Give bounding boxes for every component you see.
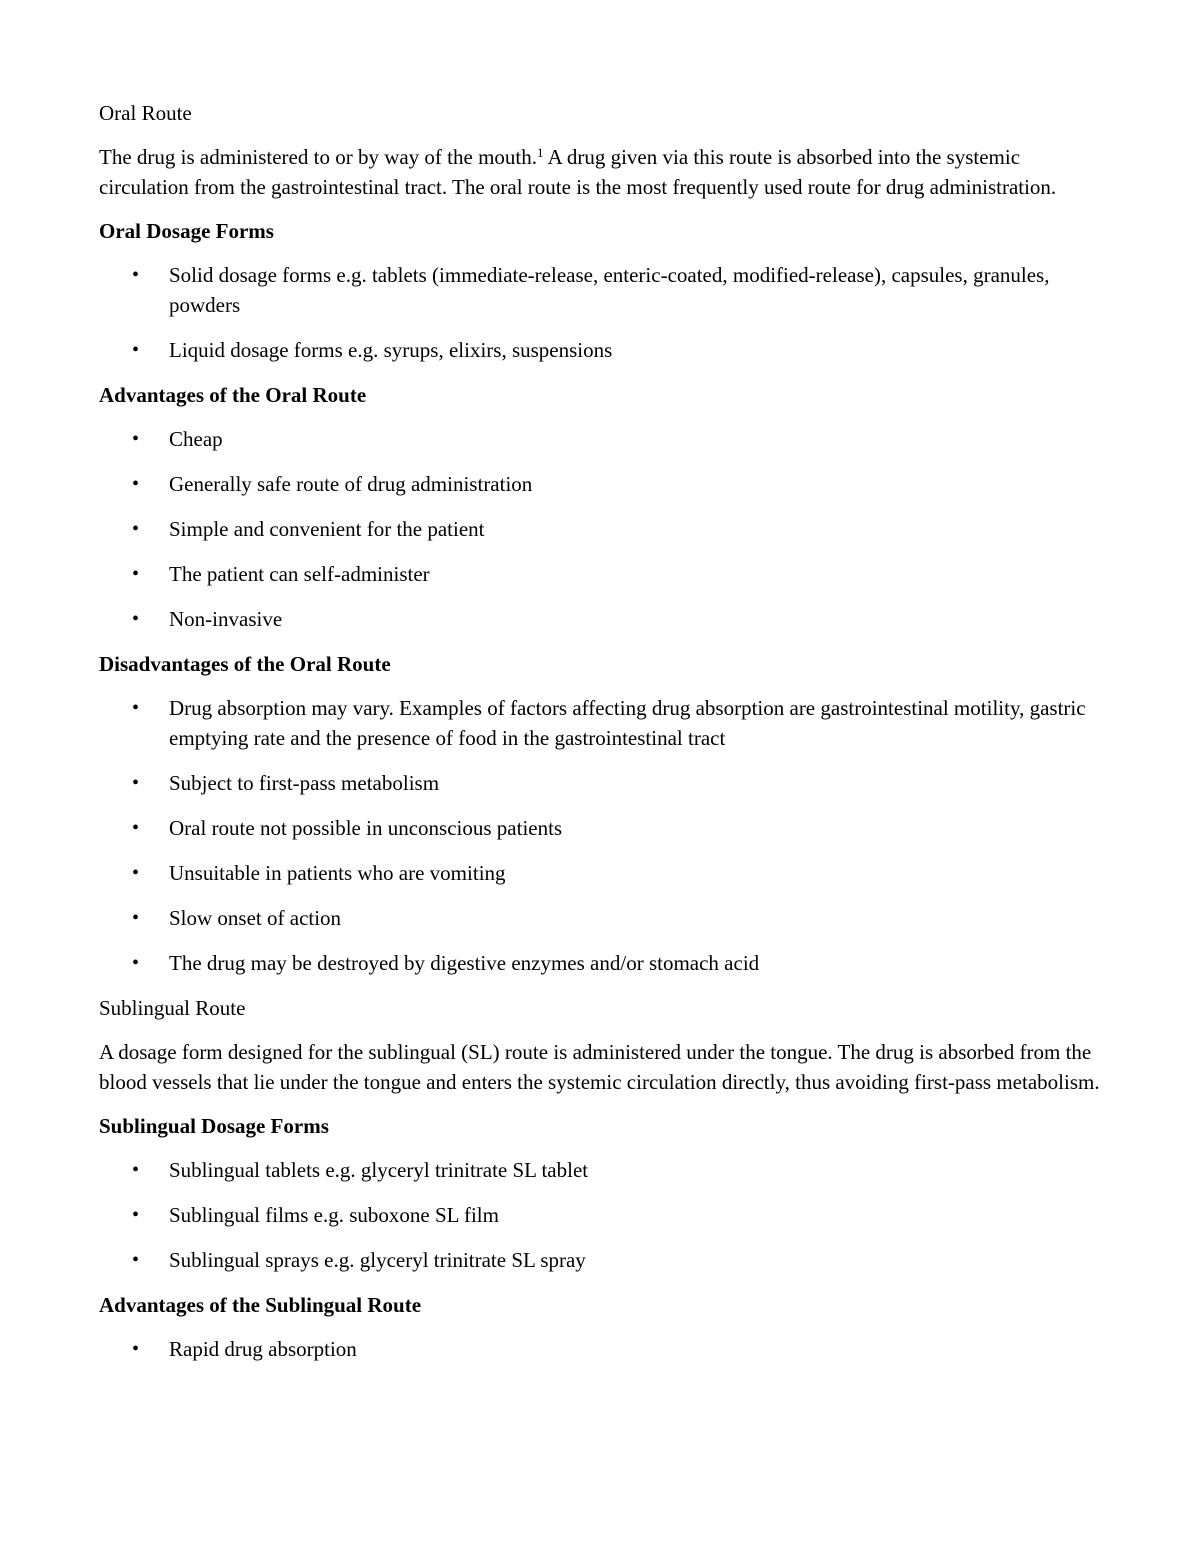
list-item-text: Oral route not possible in unconscious patients <box>169 816 563 840</box>
bullet-icon: • <box>132 772 140 794</box>
list-item <box>99 903 1109 933</box>
bullet-icon: • <box>132 264 140 286</box>
bullet-icon: • <box>132 1204 140 1226</box>
oral-advantages-list <box>99 424 1109 634</box>
list-item <box>99 469 1109 499</box>
heading-oral-dosage-forms: Oral Dosage Forms <box>99 219 274 243</box>
bullet-icon: • <box>132 862 140 884</box>
sublingual-dosage-forms-list <box>99 1155 1109 1275</box>
list-item <box>99 1245 1109 1275</box>
bullet-icon: • <box>132 563 140 585</box>
bullet-icon: • <box>132 1338 140 1360</box>
bullet-icon: • <box>132 518 140 540</box>
bullet-icon: • <box>132 907 140 929</box>
oral-intro-text-2: A drug given via this route is absorbed into the systemic circulation from the gastrointestinal tract. The oral route is the most frequently used route for drug administration. <box>99 145 1057 199</box>
sublingual-route-intro: A dosage form designed for the sublingual (SL) route is administered under the tongue. The drug is absorbed from the blood vessels that lie under the tongue and enters the systemic circulation directly, thus avoiding first-pass metabolism. <box>99 1040 1100 1094</box>
oral-intro-text-1: The drug is administered to or by way of the mouth. <box>99 145 537 169</box>
list-item-text: Subject to first-pass metabolism <box>169 771 440 795</box>
section-title-sublingual-route: Sublingual Route <box>99 996 246 1020</box>
list-item <box>99 813 1109 843</box>
list-item-text: Solid dosage forms e.g. tablets (immediate-release, enteric-coated, modified-release), capsules, granules, powders <box>169 263 1050 317</box>
footnote-reference[interactable]: 1 <box>537 145 544 160</box>
heading-sublingual-advantages: Advantages of the Sublingual Route <box>99 1293 422 1317</box>
sublingual-advantages-list <box>99 1334 1109 1364</box>
list-item-text: Generally safe route of drug administration <box>169 472 533 496</box>
bullet-icon: • <box>132 608 140 630</box>
section-title-oral-route: Oral Route <box>99 101 192 125</box>
list-item <box>99 1334 1109 1364</box>
document-page <box>99 98 1109 1379</box>
bullet-icon: • <box>132 952 140 974</box>
list-item-text: Simple and convenient for the patient <box>169 517 485 541</box>
bullet-icon: • <box>132 1249 140 1271</box>
list-item-text: Sublingual tablets e.g. glyceryl trinitrate SL tablet <box>169 1158 589 1182</box>
list-item-text: The drug may be destroyed by digestive enzymes and/or stomach acid <box>169 951 760 975</box>
heading-oral-disadvantages: Disadvantages of the Oral Route <box>99 652 391 676</box>
list-item-text: Rapid drug absorption <box>169 1337 357 1361</box>
list-item-text: Cheap <box>169 427 223 451</box>
list-item <box>99 559 1109 589</box>
list-item-text: Sublingual films e.g. suboxone SL film <box>169 1203 499 1227</box>
list-item <box>99 768 1109 798</box>
oral-route-intro <box>99 142 1109 202</box>
heading-sublingual-dosage-forms: Sublingual Dosage Forms <box>99 1114 329 1138</box>
bullet-icon: • <box>132 817 140 839</box>
bullet-icon: • <box>132 473 140 495</box>
oral-dosage-forms-list <box>99 260 1109 365</box>
bullet-icon: • <box>132 339 140 361</box>
list-item <box>99 424 1109 454</box>
list-item <box>99 693 1109 753</box>
list-item-text: The patient can self-administer <box>169 562 430 586</box>
list-item-text: Non-invasive <box>169 607 283 631</box>
list-item-text: Sublingual sprays e.g. glyceryl trinitrate SL spray <box>169 1248 586 1272</box>
list-item <box>99 948 1109 978</box>
heading-oral-advantages: Advantages of the Oral Route <box>99 383 367 407</box>
list-item-text: Liquid dosage forms e.g. syrups, elixirs, suspensions <box>169 338 613 362</box>
list-item <box>99 260 1109 320</box>
bullet-icon: • <box>132 428 140 450</box>
list-item <box>99 858 1109 888</box>
list-item <box>99 1200 1109 1230</box>
bullet-icon: • <box>132 1159 140 1181</box>
list-item-text: Unsuitable in patients who are vomiting <box>169 861 506 885</box>
oral-disadvantages-list <box>99 693 1109 978</box>
list-item-text: Slow onset of action <box>169 906 342 930</box>
list-item <box>99 604 1109 634</box>
list-item <box>99 1155 1109 1185</box>
list-item-text: Drug absorption may vary. Examples of factors affecting drug absorption are gastrointestinal motility, gastric emptying rate and the presence of food in the gastrointestinal tract <box>169 696 1086 750</box>
bullet-icon: • <box>132 697 140 719</box>
list-item <box>99 514 1109 544</box>
list-item <box>99 335 1109 365</box>
